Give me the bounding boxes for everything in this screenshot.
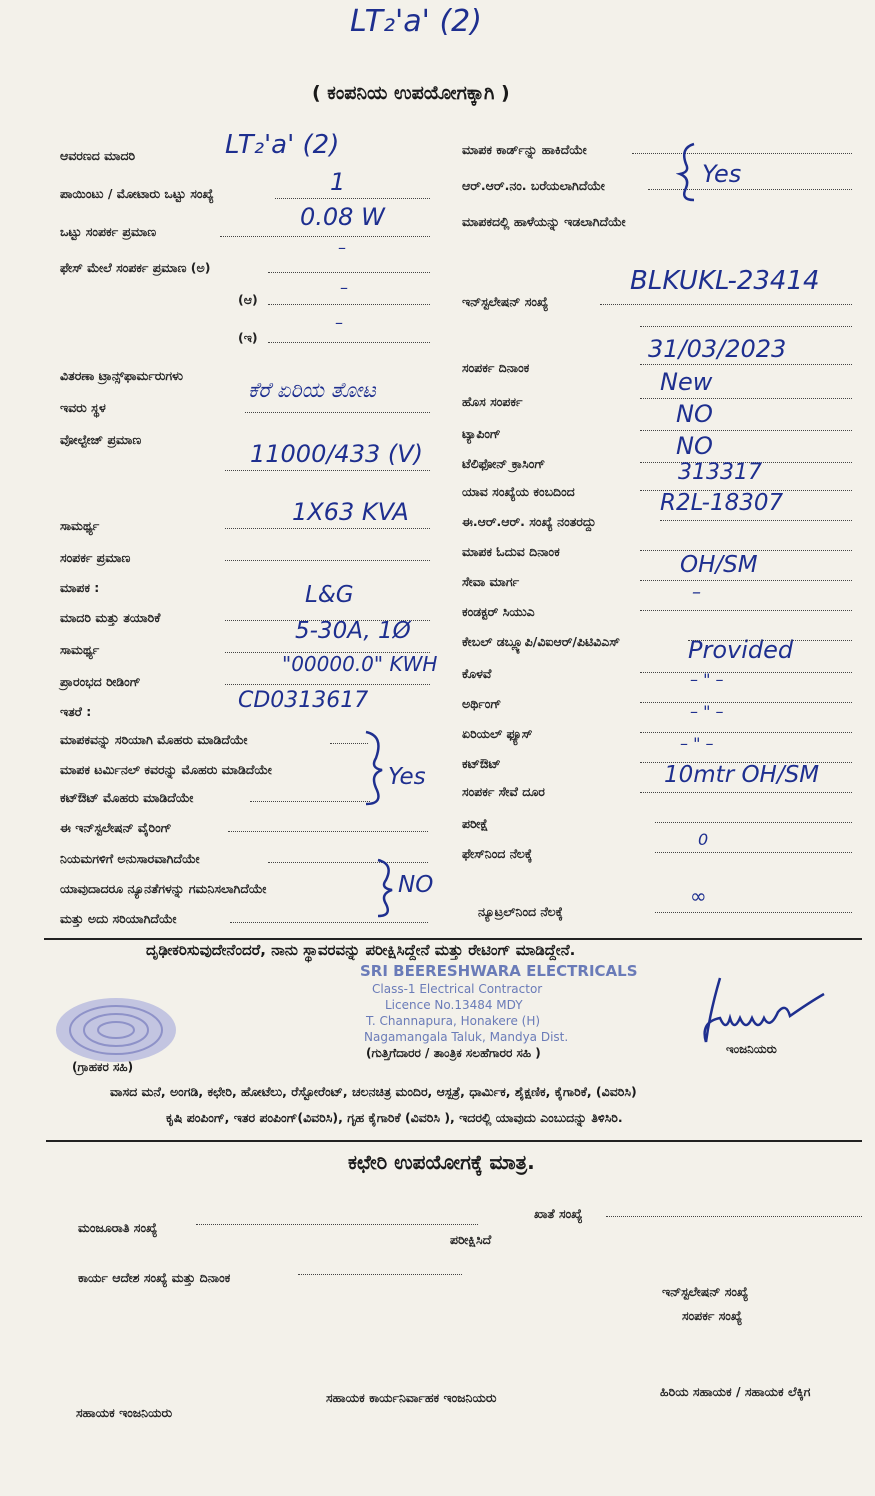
value-phase-leak: 0: [698, 830, 709, 849]
thumbprint-icon: [50, 994, 184, 1066]
dots-seal-cutout: [250, 801, 370, 802]
value-meter-capacity: 5-30A, 1Ø: [295, 618, 411, 644]
value-defects-no: NO: [398, 872, 434, 898]
label-service-route: ಸೇವಾ ಮಾರ್ಗ: [462, 574, 520, 589]
label-tapping: ಟ್ಯಾಪಿಂಗ್: [462, 426, 501, 441]
dots-rules: [268, 862, 428, 863]
label-phase-leak: ಫೇಸ್‌ನಿಂದ ನೆಲಕ್ಕೆ: [462, 846, 533, 861]
value-total-load: 0.08 W: [300, 203, 385, 231]
top-handwritten-code: LT₂'a' (2): [350, 4, 482, 39]
dots-conn-load: [225, 560, 430, 561]
office-use-title: ಕಛೇರಿ ಉಪಯೋಗಕ್ಕೆ ಮಾತ್ರ.: [348, 1150, 535, 1174]
contractor-signature-label: (ಗುತ್ತಿಗೆದಾರರ / ತಾಂತ್ರಿಕ ಸಲಹೆಗಾರರ ಸಹಿ ): [366, 1046, 541, 1060]
label-pipe: ಕೊಳವೆ: [462, 666, 492, 681]
value-conn-date: 31/03/2023: [648, 335, 787, 363]
usage-line-2: ಕೃಷಿ ಪಂಪಿಂಗ್, ಇತರ ಪಂಪಿಂಗ್(ವಿವರಿಸಿ), ಗೃಹ ಕೈಗಾರಿಕೆ (ವಿವರಿಸಿ ), ಇದರಲ್ಲಿ ಯಾವುದು ಎಂಬುದನ್ನು ತಿಳಿಸಿರಿ.: [166, 1110, 623, 1125]
label-defects: ಯಾವುದಾದರೂ ನ್ಯೂನತೆಗಳನ್ನು ಗಮನಿಸಲಾಗಿದೆಯೇ: [60, 881, 267, 896]
divider-office: [46, 1140, 862, 1142]
dots-points: [275, 198, 430, 199]
label-phase-c: (ಇ): [238, 330, 258, 345]
label-rr-no: ಆರ್.ಆರ್.ನಂ. ಬರೆಯಲಾಗಿದೆಯೇ: [462, 178, 605, 193]
dots-phase-c: [268, 342, 430, 343]
value-pole-no: 313317: [678, 460, 762, 485]
dots-tapping: [640, 430, 852, 431]
dots-account-no: [606, 1216, 862, 1217]
label-asst-exec-engineer: ಸಹಾಯಕ ಕಾರ್ಯನಿರ್ವಾಹಕ ಇಂಜನಿಯರು: [326, 1390, 497, 1405]
stamp-line-3: Licence No.13484 MDY: [385, 998, 523, 1012]
value-earthing: – " –: [690, 702, 724, 721]
value-others: CD0313617: [238, 688, 369, 713]
stamp-line-1: SRI BEERESHWARA ELECTRICALS: [360, 962, 638, 980]
label-points: ಪಾಯಿಂಟು / ಮೋಟಾರು ಒಟ್ಟು ಸಂಖ್ಯೆ: [60, 186, 214, 201]
label-err-no: ಈ.ಆರ್.ಆರ್. ಸಂಖ್ಯೆ ನಂತರದ್ದು: [462, 514, 597, 529]
value-aerial-fuse: – " –: [680, 734, 714, 753]
label-office-installation-no: ಇನ್‌ಸ್ಟಲೇಷನ್ ಸಂಖ್ಯೆ: [662, 1284, 749, 1299]
label-aerial-fuse: ಏರಿಯಲ್ ಫ್ಯೂಸ್: [462, 726, 533, 741]
label-seal-cutout: ಕಟ್‌ಔಟ್ ಮೊಹರು ಮಾಡಿದೆಯೇ: [60, 790, 194, 805]
value-neutral-leak: ∞: [690, 884, 707, 908]
value-err-no: R2L-18307: [660, 490, 784, 516]
label-wiring: ಈ ಇನ್‌ಸ್ಟಲೇಷನ್ ವೈರಿಂಗ್: [60, 820, 172, 835]
label-seal-terminal: ಮಾಪಕ ಟರ್ಮಿನಲ್ ಕವರನ್ನು ಮೊಹರು ಮಾಡಿದೆಯೇ: [60, 762, 272, 777]
label-phase-load: ಫೇಸ್ ಮೇಲೆ ಸಂಪರ್ಕ ಪ್ರಮಾಣ (ಅ): [60, 260, 211, 275]
dots-new-conn: [640, 398, 852, 399]
label-premises-type: ಆವರಣದ ಮಾದರಿ: [60, 148, 136, 163]
label-conductor: ಕಂಡಕ್ಟರ್ ಸಿಯುಎ: [462, 604, 535, 619]
form-title: ( ಕಂಪನಿಯ ಉಪಯೋಗಕ್ಕಾಗಿ ): [312, 82, 510, 104]
label-new-conn: ಹೊಸ ಸಂಪರ್ಕ: [462, 394, 523, 409]
label-conn-load: ಸಂಪರ್ಕ ಪ್ರಮಾಣ: [60, 550, 131, 565]
label-neutral-leak: ನ್ಯೂಟ್ರಲ್‌ನಿಂದ ನೆಲಕ್ಕೆ: [478, 904, 563, 919]
label-test: ಪರೀಕ್ಷೆ: [462, 816, 489, 831]
label-reading-date: ಮಾಪಕ ಓದುವ ದಿನಾಂಕ: [462, 544, 560, 559]
label-capacity: ಸಾಮರ್ಥ್ಯ: [60, 518, 100, 533]
value-cable: Provided: [688, 636, 794, 664]
dots-cable: [688, 640, 852, 641]
value-service-route: OH/SM: [680, 552, 758, 578]
label-location: ಇವರು ಸ್ಥಳ: [60, 400, 106, 415]
value-telephone: NO: [676, 432, 713, 460]
label-make: ಮಾದರಿ ಮತ್ತು ತಯಾರಿಕೆ: [60, 610, 161, 625]
label-senior-assistant: ಹಿರಿಯ ಸಹಾಯಕ / ಸಹಾಯಕ ಲೆಕ್ಕಿಗ: [660, 1384, 811, 1399]
dots-reading-date: [640, 550, 852, 551]
value-tapping: NO: [676, 400, 713, 428]
dots-distance: [640, 792, 852, 793]
dots-installation-no-2: [640, 326, 852, 327]
brace-mark-3: [676, 140, 700, 204]
dots-installation-no: [600, 304, 852, 305]
stamp-line-2: Class-1 Electrical Contractor: [372, 982, 543, 996]
value-installation-no: BLKUKL-23414: [630, 266, 820, 296]
value-distance: 10mtr OH/SM: [664, 762, 820, 788]
value-conductor: –: [692, 582, 701, 603]
value-make: L&G: [305, 582, 354, 608]
label-seal-meter: ಮಾಪಕವನ್ನು ಸರಿಯಾಗಿ ಮೊಹರು ಮಾಡಿದೆಯೇ: [60, 732, 248, 747]
label-earthing: ಅರ್ಥಿಂಗ್: [462, 696, 502, 711]
label-rules: ನಿಯಮಗಳಿಗೆ ಅನುಸಾರವಾಗಿದೆಯೇ: [60, 851, 200, 866]
dots-total-load: [220, 236, 430, 237]
dots-correct: [230, 922, 428, 923]
dots-work-order: [298, 1274, 462, 1275]
dots-service-route: [640, 580, 852, 581]
value-voltage: 11000/433 (V): [250, 440, 424, 468]
value-phase-c: –: [335, 313, 343, 332]
dots-aerial-fuse: [640, 732, 852, 733]
dots-location: [245, 412, 430, 413]
stamp-line-5: Nagamangala Taluk, Mandya Dist.: [364, 1030, 569, 1044]
label-cable: ಕೇಬಲ್ ಡಬ್ಲ್ಯೂಪಿ/ವಿಐಆರ್/ಪಿಟಿವಿಎಸ್: [462, 634, 620, 649]
dots-meter-card: [632, 153, 852, 154]
label-meter-capacity: ಸಾಮರ್ಥ್ಯ: [60, 642, 100, 657]
value-pipe: – " –: [690, 670, 724, 689]
dots-earthing: [640, 702, 852, 703]
dots-conn-date: [640, 364, 852, 365]
dots-err-no: [660, 520, 852, 521]
dots-neutral-leak: [655, 912, 852, 913]
label-telephone: ಟೆಲಿಫೋನ್ ಕ್ರಾಸಿಂಗ್: [462, 456, 546, 471]
label-meter: ಮಾಪಕ :: [60, 580, 100, 595]
label-others: ಇತರೆ :: [60, 704, 92, 719]
value-phase-b: –: [340, 278, 348, 297]
label-account-no: ಖಾತೆ ಸಂಖ್ಯೆ: [534, 1206, 583, 1221]
label-total-load: ಒಟ್ಟು ಸಂಪರ್ಕ ಪ್ರಮಾಣ: [60, 224, 157, 239]
label-distance: ಸಂಪರ್ಕ ಸೇವೆ ದೂರ: [462, 784, 545, 799]
label-pole-no: ಯಾವ ಸಂಖ್ಯೆಯ ಕಂಬದಿಂದ: [462, 484, 575, 499]
value-phase-a: –: [338, 238, 346, 257]
value-card-yes: Yes: [702, 160, 742, 188]
label-phase-b: (ಆ): [238, 292, 258, 307]
certification-statement: ದೃಢೀಕರಿಸುವುದೇನೆಂದರೆ, ನಾನು ಸ್ಥಾವರವನ್ನು ಪರೀಕ್ಷಿಸಿದ್ದೇನೆ ಮತ್ತು ರೇಟಿಂಗ್ ಮಾಡಿದ್ದೇನೆ.: [146, 941, 576, 959]
label-voltage: ವೋಲ್ಟೇಜ್ ಪ್ರಮಾಣ: [60, 432, 142, 447]
label-asst-engineer: ಸಹಾಯಕ ಇಂಜನಿಯರು: [76, 1405, 173, 1420]
label-meter-card: ಮಾಪಕ ಕಾರ್ಡ್‌ನ್ನು ಹಾಕಿದೆಯೇ: [462, 142, 587, 157]
dots-capacity: [225, 528, 430, 529]
dots-test: [655, 822, 852, 823]
engineer-label: ಇಂಜನಿಯರು: [726, 1042, 777, 1056]
value-premises-type: LT₂'a' (2): [225, 130, 340, 160]
label-correct: ಮತ್ತು ಅದು ಸರಿಯಾಗಿದೆಯೇ: [60, 911, 177, 926]
dots-phase-load: [268, 272, 430, 273]
dots-conductor: [640, 610, 852, 611]
stamp-line-4: T. Channapura, Honakere (H): [366, 1014, 541, 1028]
consumer-signature-label: (ಗ್ರಾಹಕರ ಸಹಿ): [72, 1060, 134, 1074]
label-sanction-no: ಮಂಜೂರಾತಿ ಸಂಖ್ಯೆ: [78, 1220, 158, 1235]
label-cutout: ಕಟ್‌ಔಟ್: [462, 756, 501, 771]
dots-voltage: [225, 470, 430, 471]
value-capacity: 1X63 KVA: [292, 498, 409, 526]
dots-phase-leak: [655, 852, 852, 853]
value-initial-reading: "00000.0" KWH: [282, 652, 438, 676]
value-points: 1: [330, 168, 346, 196]
divider-certification: [44, 938, 862, 940]
brace-mark-2: [372, 856, 400, 920]
value-seal-yes: Yes: [388, 764, 426, 790]
label-conn-date: ಸಂಪರ್ಕ ದಿನಾಂಕ: [462, 360, 530, 375]
label-work-order: ಕಾರ್ಯ ಆದೇಶ ಸಂಖ್ಯೆ ಮತ್ತು ದಿನಾಂಕ: [78, 1270, 231, 1285]
value-transformer: ಕೆರೆ ಏರಿಯ ತೋಟ: [248, 378, 376, 402]
label-checked: ಪರೀಕ್ಷಿಸಿದೆ: [450, 1232, 492, 1247]
dots-sanction-no: [196, 1224, 478, 1225]
label-transformer: ವಿತರಣಾ ಟ್ರಾನ್ಸ್‌ಫಾರ್ಮರುಗಳು: [60, 368, 183, 383]
label-initial-reading: ಪ್ರಾರಂಭದ ರೀಡಿಂಗ್: [60, 674, 141, 689]
brace-mark: [360, 728, 390, 808]
dots-pipe: [640, 672, 852, 673]
dots-wiring: [228, 831, 428, 832]
dots-initial-reading: [225, 684, 430, 685]
value-new-conn: New: [660, 368, 713, 396]
dots-phase-b: [268, 304, 430, 305]
label-office-connection-no: ಸಂಪರ್ಕ ಸಂಖ್ಯೆ: [682, 1308, 743, 1323]
label-installation-no: ಇನ್‌ಸ್ಟಲೇಷನ್ ಸಂಖ್ಯೆ: [462, 294, 549, 309]
label-sheet: ಮಾಪಕದಲ್ಲಿ ಹಾಳೆಯನ್ನು ಇಡಲಾಗಿದೆಯೇ: [462, 214, 626, 229]
usage-line-1: ವಾಸದ ಮನೆ, ಅಂಗಡಿ, ಕಛೇರಿ, ಹೋಟೆಲು, ರೆಸ್ಟೋರೆಂಟ್, ಚಲನಚಿತ್ರ ಮಂದಿರ, ಆಸ್ಪತ್ರೆ, ಧಾರ್ಮಿಕ, ಶೈಕ್ಷಣಿಕ, ಕೈಗಾರಿಕೆ, (ವಿವರಿಸಿ): [110, 1084, 637, 1099]
